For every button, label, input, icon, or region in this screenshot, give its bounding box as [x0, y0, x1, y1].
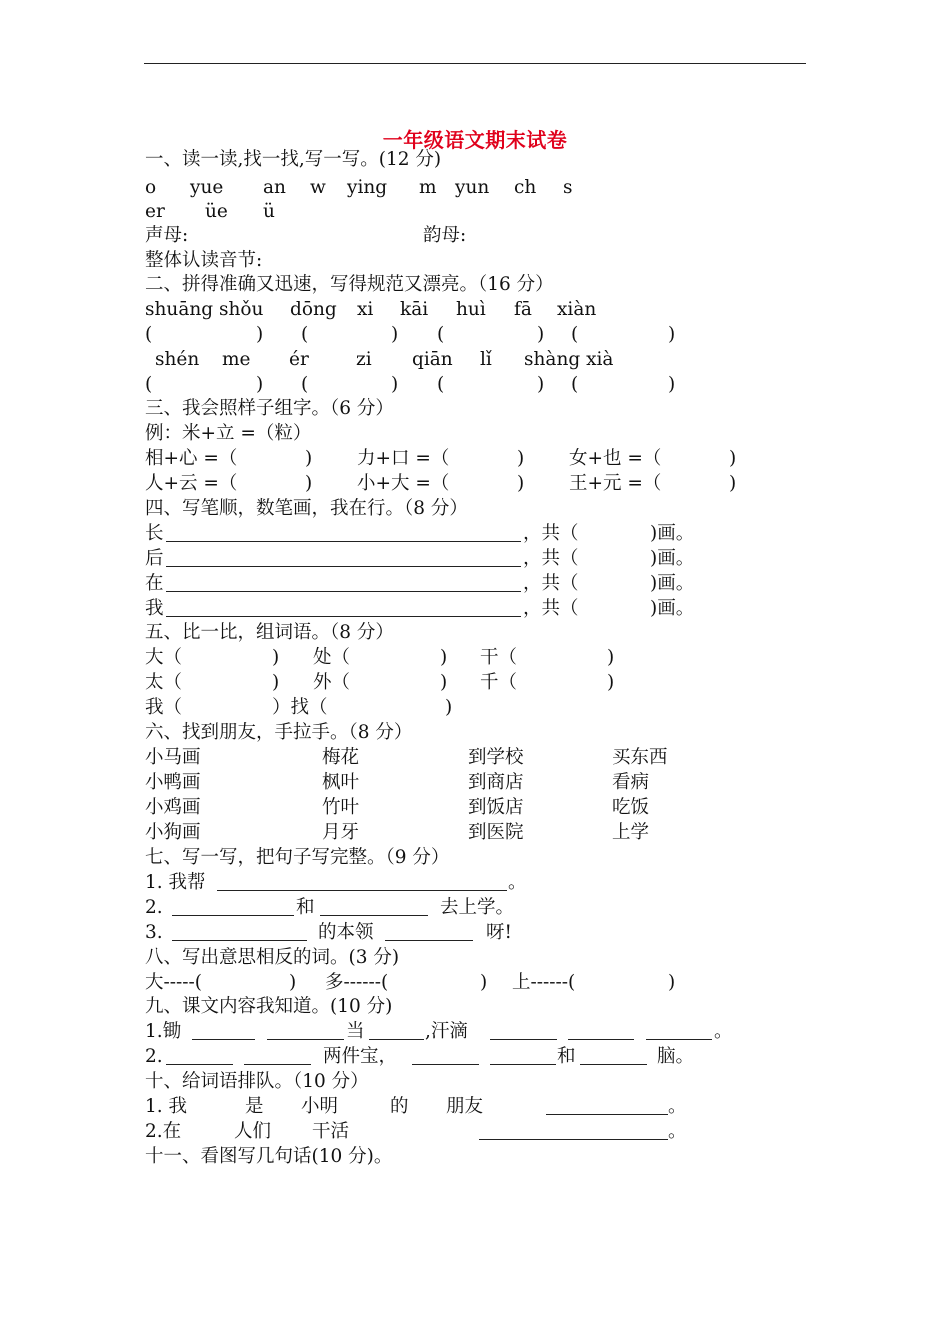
pinyin: me: [222, 349, 251, 370]
word-tile: 是: [245, 1096, 264, 1117]
sentence-blank[interactable]: [172, 896, 294, 916]
pinyin: shàng xià: [524, 349, 614, 370]
compose-item: 力+口 =（: [357, 448, 450, 469]
paren-close: ): [537, 324, 545, 345]
stroke-char: 我: [145, 598, 164, 619]
paren-open: (: [301, 374, 309, 395]
page-title: 一年级语文期末试卷: [382, 128, 568, 152]
match-item[interactable]: 梅花: [322, 747, 360, 768]
sentence-text: 。: [508, 872, 527, 893]
sentence-text: 的本领: [318, 922, 374, 943]
sentence-end: 。: [668, 1096, 687, 1117]
poem-blank[interactable]: [267, 1020, 344, 1040]
compose-item: 女+也 =（: [569, 448, 662, 469]
count-text: ，共（: [523, 548, 579, 569]
paren-close: ): [668, 374, 676, 395]
poem-text: 脑。: [657, 1046, 695, 1067]
poem-text: 2.: [145, 1046, 163, 1067]
compose-item: 人+云 =（: [145, 473, 238, 494]
paren-close: ): [305, 473, 313, 494]
paren-close: ): [272, 647, 280, 668]
poem-text: 两件宝，: [323, 1046, 398, 1067]
section-1-heading: 一、读一读,找一找,写一写。(12 分): [145, 149, 442, 170]
section-4-heading: 四、写笔顺，数笔画，我在行。（8 分）: [145, 498, 468, 519]
sentence-text: 呀!: [486, 922, 512, 943]
section-7-heading: 七、写一写，把句子写完整。（9 分）: [145, 847, 450, 868]
letter: w: [310, 177, 326, 198]
paren-open: (: [437, 374, 445, 395]
paren-close: ): [517, 473, 525, 494]
compose-item: 小+大 =（: [357, 473, 450, 494]
poem-blank[interactable]: [166, 1045, 233, 1065]
letter: ying: [347, 177, 388, 198]
word-item: 大（: [145, 647, 183, 668]
hua-text: )画。: [650, 598, 695, 619]
example-line: 例：米+立 =（粒）: [145, 423, 312, 444]
sentence-end: 。: [668, 1121, 687, 1142]
match-item[interactable]: 到商店: [468, 772, 524, 793]
poem-text: ,汗滴: [425, 1021, 468, 1042]
paren-close: ): [391, 324, 399, 345]
shengmu-label: 声母:: [145, 225, 189, 246]
poem-blank[interactable]: [490, 1045, 556, 1065]
order-blank[interactable]: [546, 1095, 668, 1115]
paren-open: (: [301, 324, 309, 345]
section-3-heading: 三、我会照样子组字。（6 分）: [145, 398, 394, 419]
paren-open: (: [145, 374, 153, 395]
sentence-blank[interactable]: [217, 871, 507, 891]
zhengti-label: 整体认读音节:: [145, 250, 263, 271]
word-item: 干（: [480, 647, 518, 668]
sentence-blank[interactable]: [320, 896, 428, 916]
match-item[interactable]: 看病: [612, 772, 650, 793]
section-10-heading: 十、给词语排队。（10 分）: [145, 1071, 369, 1092]
compose-item: 王+元 =（: [569, 473, 662, 494]
paren-close: ): [440, 672, 448, 693]
section-8-heading: 八、写出意思相反的词。(3 分): [145, 947, 400, 968]
paren-close: ): [729, 448, 737, 469]
match-item[interactable]: 吃饭: [612, 797, 650, 818]
word-tile: 小明: [301, 1096, 339, 1117]
poem-blank[interactable]: [244, 1045, 311, 1065]
sentence-text: 2.: [145, 897, 163, 918]
pinyin: dōng: [290, 299, 337, 320]
match-item[interactable]: 到医院: [468, 822, 524, 843]
paren-open: (: [437, 324, 445, 345]
section-2-heading: 二、拼得准确又迅速，写得规范又漂亮。（16 分）: [145, 274, 554, 295]
word-item: ）找（: [272, 697, 328, 718]
letter: an: [263, 177, 286, 198]
paren-close: ): [391, 374, 399, 395]
poem-text: 当: [346, 1021, 365, 1042]
pinyin: huì: [456, 299, 486, 320]
poem-blank[interactable]: [646, 1020, 712, 1040]
paren-open: (: [571, 324, 579, 345]
match-item[interactable]: 买东西: [612, 747, 668, 768]
match-item[interactable]: 竹叶: [322, 797, 360, 818]
compose-item: 相+心 =（: [145, 448, 238, 469]
order-blank[interactable]: [479, 1120, 668, 1140]
word-item: 千（: [480, 672, 518, 693]
pinyin: xi: [357, 299, 374, 320]
paren-close: ): [256, 324, 264, 345]
match-item[interactable]: 小鸭画: [145, 772, 201, 793]
paren-close: ): [607, 672, 615, 693]
sentence-blank[interactable]: [172, 921, 307, 941]
pinyin: fā: [514, 299, 532, 320]
pinyin: ér: [289, 349, 309, 370]
letter: s: [563, 177, 573, 198]
letter: er: [145, 201, 165, 222]
match-item[interactable]: 到饭店: [468, 797, 524, 818]
word-tile: 朋友: [446, 1096, 484, 1117]
pinyin: lǐ: [480, 349, 492, 370]
letter: ü: [263, 201, 275, 222]
pinyin: xiàn: [557, 299, 597, 320]
letter: yue: [190, 177, 224, 198]
word-tile: 人们: [234, 1121, 272, 1142]
paren-open: (: [145, 324, 153, 345]
match-item[interactable]: 上学: [612, 822, 650, 843]
match-item[interactable]: 小狗画: [145, 822, 201, 843]
pinyin: kāi: [400, 299, 429, 320]
match-item[interactable]: 枫叶: [322, 772, 360, 793]
stroke-blank[interactable]: [166, 597, 521, 617]
letter: yun: [455, 177, 490, 198]
pinyin: shén: [155, 349, 200, 370]
stroke-blank[interactable]: [166, 547, 521, 567]
poem-blank[interactable]: [412, 1045, 479, 1065]
word-item: 太（: [145, 672, 183, 693]
paren-close: ): [305, 448, 313, 469]
count-text: ，共（: [523, 573, 579, 594]
word-tile: 的: [390, 1096, 409, 1117]
paren-close: ): [537, 374, 545, 395]
pinyin: qiān: [412, 349, 453, 370]
paren-close: ): [480, 972, 488, 993]
antonym-item: 多------(: [325, 972, 389, 993]
poem-blank[interactable]: [369, 1020, 424, 1040]
poem-text: 和: [557, 1046, 576, 1067]
stroke-blank[interactable]: [166, 522, 521, 542]
section-5-heading: 五、比一比，组词语。（8 分）: [145, 622, 394, 643]
poem-text: 1.锄: [145, 1021, 182, 1042]
section-9-heading: 九、课文内容我知道。(10 分): [145, 996, 393, 1017]
count-text: ，共（: [523, 598, 579, 619]
word-item: 我（: [145, 697, 183, 718]
stroke-char: 在: [145, 573, 164, 594]
paren-close: ): [668, 324, 676, 345]
word-tile: 1. 我: [145, 1096, 188, 1117]
header-rule: [144, 63, 806, 64]
paren-close: ): [668, 972, 676, 993]
paren-close: ): [289, 972, 297, 993]
paren-close: ): [729, 473, 737, 494]
word-tile: 干活: [312, 1121, 350, 1142]
stroke-blank[interactable]: [166, 572, 521, 592]
sentence-text: 和: [296, 897, 315, 918]
poem-blank[interactable]: [490, 1020, 557, 1040]
paren-close: ): [445, 697, 453, 718]
count-text: ，共（: [523, 523, 579, 544]
match-item[interactable]: 月牙: [322, 822, 360, 843]
sentence-blank[interactable]: [385, 921, 473, 941]
antonym-item: 上------(: [512, 972, 576, 993]
letter: ch: [514, 177, 537, 198]
poem-blank[interactable]: [568, 1020, 634, 1040]
paren-close: ): [517, 448, 525, 469]
stroke-char: 长: [145, 523, 164, 544]
letter: o: [145, 177, 157, 198]
section-11-heading: 十一、看图写几句话(10 分)。: [145, 1146, 393, 1167]
sentence-text: 去上学。: [440, 897, 515, 918]
sentence-text: 3.: [145, 922, 163, 943]
word-tile: 2.在: [145, 1121, 182, 1142]
paren-close: ): [607, 647, 615, 668]
pinyin: zi: [356, 349, 372, 370]
hua-text: )画。: [650, 548, 695, 569]
stroke-char: 后: [145, 548, 164, 569]
paren-close: ): [440, 647, 448, 668]
yunmu-label: 韵母:: [423, 225, 467, 246]
hua-text: )画。: [650, 523, 695, 544]
word-item: 处（: [313, 647, 351, 668]
match-item[interactable]: 到学校: [468, 747, 524, 768]
word-item: 外（: [313, 672, 351, 693]
paren-close: ): [256, 374, 264, 395]
match-item[interactable]: 小马画: [145, 747, 201, 768]
paren-open: (: [571, 374, 579, 395]
poem-blank[interactable]: [192, 1020, 255, 1040]
paren-close: ): [272, 672, 280, 693]
poem-text: 。: [714, 1021, 733, 1042]
match-item[interactable]: 小鸡画: [145, 797, 201, 818]
letter: m: [419, 177, 437, 198]
pinyin: shuāng shǒu: [145, 299, 264, 320]
sentence-text: 1. 我帮: [145, 872, 206, 893]
letter: üe: [205, 201, 228, 222]
poem-blank[interactable]: [580, 1045, 647, 1065]
section-6-heading: 六、找到朋友，手拉手。（8 分）: [145, 722, 413, 743]
hua-text: )画。: [650, 573, 695, 594]
antonym-item: 大-----(: [145, 972, 202, 993]
